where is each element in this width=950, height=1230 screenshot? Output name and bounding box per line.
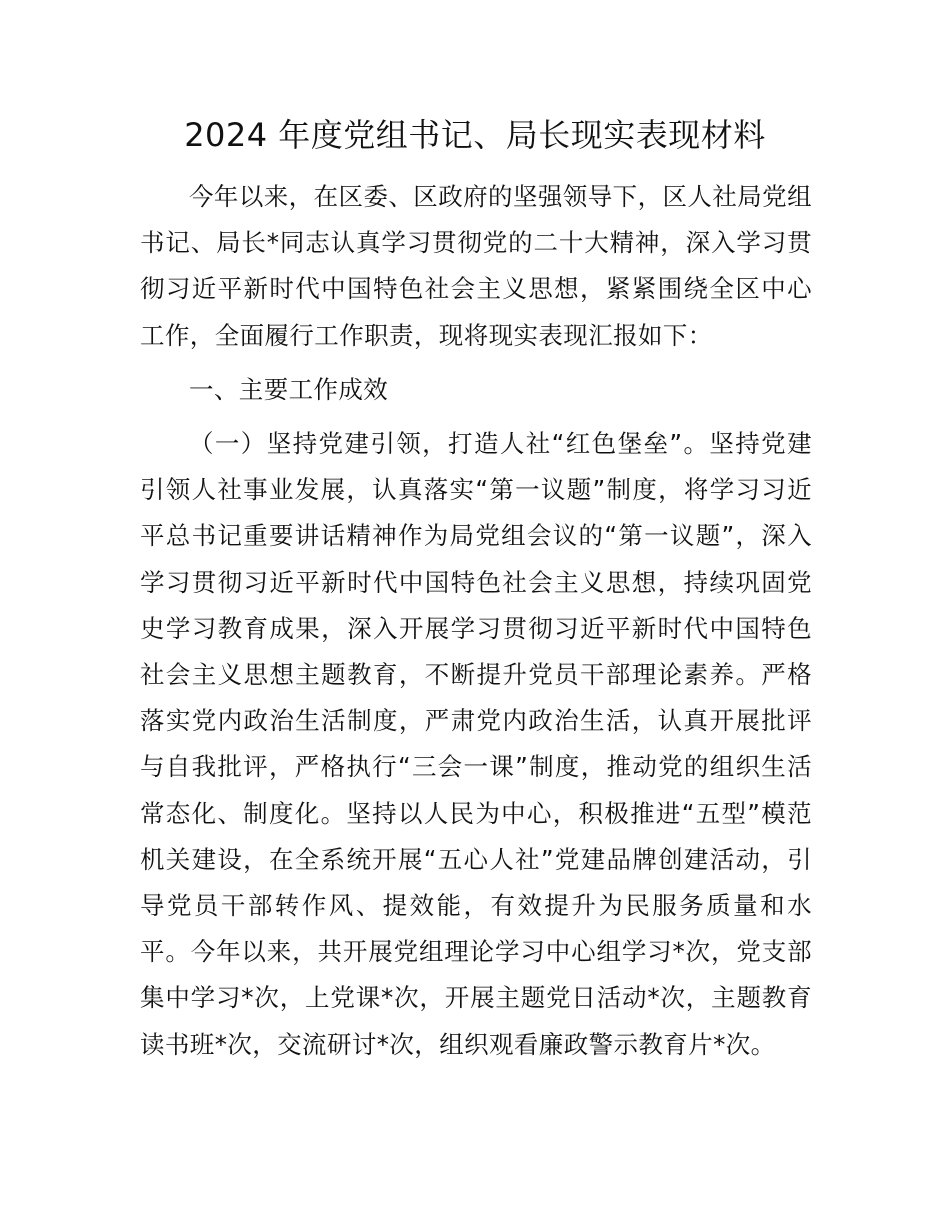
body-paragraph: （一）坚持党建引领，打造人社“红色堡垒”。坚持党建引领人社事业发展，认真落实“第一议题”制度，将学习习近平总书记重要讲话精神作为局党组会议的“第一议题”，深入学习贯彻习近平新时代中国特色社会主义思想，持续巩固党史学习教育成果，深入开展学习贯彻习近平新时代中国特色社会主义思想主题教育，不断提升党员干部理论素养。严格落实党内政治生活制度，严肃党内政治生活，认真开展批评与自我批评，严格执行“三会一课”制度，推动党的组织生活常态化、制度化。坚持以人民为中心，积极推进“五型”模范机关建设，在全系统开展“五心人社”党建品牌创建活动，引导党员干部转作风、提效能，有效提升为民服务质量和水平。今年以来，共开展党组理论学习中心组学习*次，党支部集中学习*次，上党课*次，开展主题党日活动*次，主题教育读书班*次，交流研讨*次，组织观看廉政警示教育片*次。 xyxy=(140,429,812,1059)
document-title: 2024 年度党组书记、局长现实表现材料 xyxy=(184,116,766,154)
document-body xyxy=(140,174,812,1068)
intro-paragraph: 今年以来，在区委、区政府的坚强领导下，区人社局党组书记、局长*同志认真学习贯彻党的二十大精神，深入学习贯彻习近平新时代中国特色社会主义思想，紧紧围绕全区中心工作，全面履行工作职责，现将现实表现汇报如下： xyxy=(140,182,812,350)
section-heading: 一、主要工作成效 xyxy=(189,374,389,404)
